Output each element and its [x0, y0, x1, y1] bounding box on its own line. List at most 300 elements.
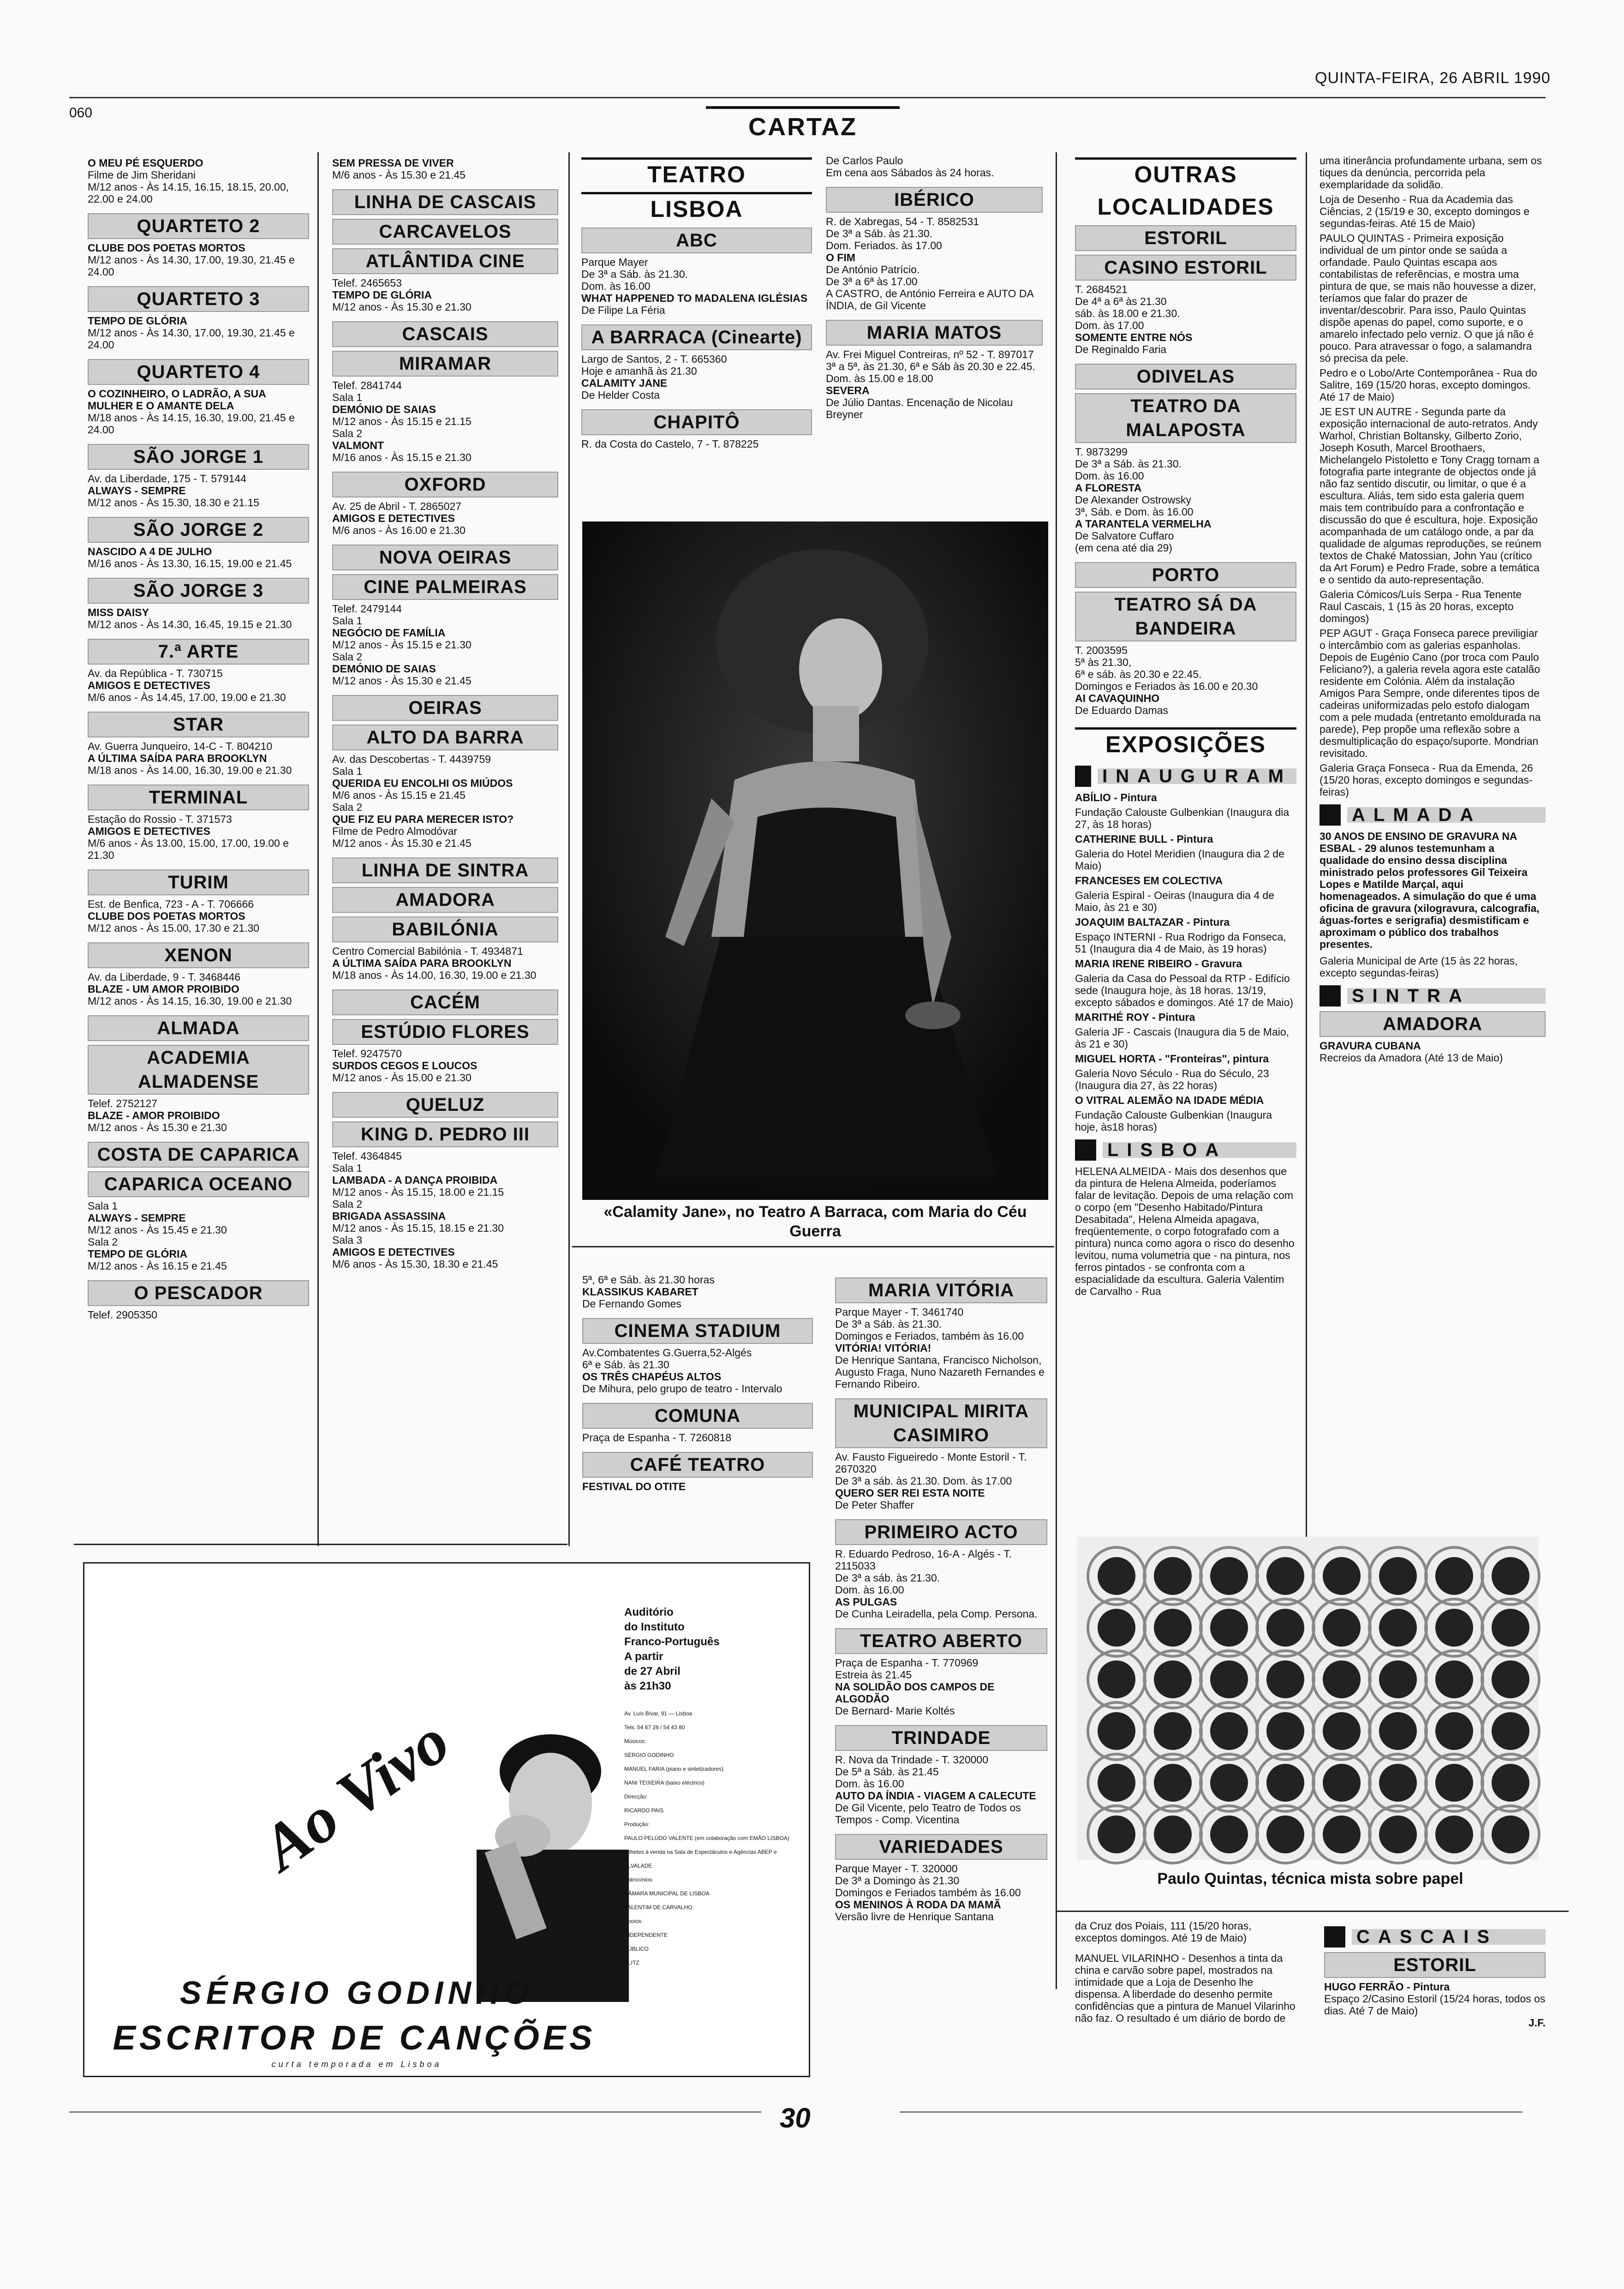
venue-heading: QUELUZ — [332, 1092, 558, 1118]
listing-line: Dom. às 16.00 — [835, 1584, 904, 1596]
venue-heading: COSTA DE CAPARICA — [88, 1142, 309, 1168]
artist-name: SÉRGIO GODINHO — [179, 1975, 534, 2011]
listing-line: WHAT HAPPENED TO MADALENA IGLÉSIAS — [581, 292, 808, 304]
listing-line: FESTIVAL DO OTITE — [582, 1480, 686, 1492]
top-rule — [69, 97, 1546, 98]
painting-dot — [1323, 1712, 1361, 1750]
square-bullet-icon — [1075, 1139, 1096, 1161]
listing-line: Telef. 2479144 — [332, 603, 402, 615]
exhibition-entry: Fundação Calouste Gulbenkian (Inaugura hoje, às18 horas) — [1075, 1109, 1272, 1133]
listing-line: Dom. às 16.00 — [835, 1778, 904, 1790]
listing-line: Domingos e Feriados, também às 16.00 — [835, 1330, 1024, 1342]
venue-heading: ALMADA — [88, 1015, 309, 1041]
listing-line: VALMONT — [332, 439, 384, 451]
calamity-jane-photo — [582, 521, 1048, 1200]
ad-line: NANI TEIXEIRA (baixo eléctrico) — [624, 1780, 705, 1786]
inauguram-header: INAUGURAM — [1075, 766, 1296, 787]
listing-line: M/12 anos - Às 15.30 e 21.45 — [332, 837, 472, 849]
exhibition-entry: uma itinerância profundamente urbana, sem os tiques da denúncia, percorrida pela exemplaridade da solidão. — [1320, 155, 1542, 191]
venue-heading: ODIVELAS — [1075, 364, 1296, 389]
venue-heading: CARCAVELOS — [332, 219, 558, 245]
exhibition-entry: Fundação Calouste Gulbenkian (Inaugura dia 27, às 18 horas) — [1075, 806, 1290, 830]
listing-line: 6ª e sáb. às 20.30 e 22.45. — [1075, 668, 1202, 680]
section-title: CARTAZ — [748, 113, 857, 141]
listing-line: Telef. 2905350 — [88, 1309, 157, 1321]
painting-dot — [1098, 1764, 1135, 1802]
teatro-column-3 — [582, 1274, 813, 1501]
listing-line: M/6 anos - Às 13.00, 15.00, 17.00, 19.00 e 21.30 — [88, 837, 289, 861]
listing-line: M/18 anos - Às 14.00, 16.30, 19.00 e 21.30 — [332, 969, 537, 981]
listing-line: Telef. 4364845 — [332, 1150, 402, 1162]
listing-line: De António Patrício. — [826, 264, 920, 276]
listing-line: Av. da Liberdade, 9 - T. 3468446 — [88, 971, 241, 983]
painting-dot — [1435, 1764, 1473, 1802]
listing-line: TEMPO DE GLÓRIA — [88, 315, 187, 327]
painting-dot — [1266, 1712, 1304, 1750]
exhibition-entry: ABÍLIO - Pintura — [1075, 791, 1157, 803]
venue-heading: ABC — [581, 228, 812, 253]
listing-line: M/6 anos - Às 15.30 e 21.45 — [332, 169, 466, 181]
ad-line: PAULO PELÚDO VALENTE (em colaboração com EMÃO LISBOA) — [624, 1835, 789, 1841]
painting-dot — [1379, 1609, 1417, 1647]
venue-heading: PORTO — [1075, 562, 1296, 588]
painting-dot — [1435, 1660, 1473, 1698]
ad-subtitle: curta temporada em Lisboa — [271, 2060, 442, 2069]
listing-line: Av. Fausto Figueiredo - Monte Estoril - T. 2670320 — [835, 1451, 1027, 1475]
listing-line: Av. Guerra Junqueiro, 14-C - T. 804210 — [88, 740, 273, 752]
listing-line: Sala 1 — [332, 765, 363, 777]
painting-dot — [1379, 1764, 1417, 1802]
listing-line: TEMPO DE GLÓRIA — [88, 1248, 187, 1260]
listing-entry — [835, 1451, 1047, 1511]
listing-line: Dom. Feriados. às 17.00 — [826, 240, 942, 252]
painting-dot — [1266, 1609, 1304, 1647]
listing-line: A ÚLTIMA SAÍDA PARA BROOKLYN — [332, 957, 512, 969]
listing-line: VITÓRIA! VITÓRIA! — [835, 1342, 931, 1354]
listing-line: Av.Combatentes G.Guerra,52-Algés — [582, 1347, 752, 1359]
listing-entry — [581, 353, 812, 401]
listing-line: NA SOLIDÃO DOS CAMPOS DE ALGODÃO — [835, 1681, 995, 1705]
exhibition-entry: JOAQUIM BALTAZAR - Pintura — [1075, 916, 1230, 928]
listing-line: Av. da Liberdade, 175 - T. 579144 — [88, 473, 246, 485]
listing-line: (em cena até dia 29) — [1075, 542, 1172, 554]
venue-heading: ESTÚDIO FLORES — [332, 1019, 558, 1045]
painting-dot — [1379, 1660, 1417, 1698]
painting-dot — [1210, 1712, 1248, 1750]
venue-heading: TERMINAL — [88, 785, 309, 810]
listing-entry — [1075, 644, 1296, 716]
listing-line: Sala 2 — [332, 1198, 363, 1210]
venue-heading: MARIA VITÓRIA — [835, 1277, 1047, 1303]
listing-line: OS MENINOS À RODA DA MAMÃ — [835, 1899, 1001, 1911]
painting-caption: Paulo Quintas, técnica mista sobre papel — [1157, 1870, 1463, 1888]
listing-entry — [835, 1548, 1047, 1620]
row-rule — [1057, 1911, 1569, 1912]
painting-dot — [1323, 1764, 1361, 1802]
venue-heading: QUARTETO 3 — [88, 286, 309, 312]
listing-line: M/12 anos - Às 15.45 e 21.30 — [88, 1224, 227, 1236]
listing-line: M/18 anos - Às 14.00, 16.30, 19.00 e 21.30 — [88, 764, 292, 776]
listing-line: De 3ª a Sáb. às 21.30. — [826, 228, 932, 240]
listing-line: 6ª e Sáb. às 21.30 — [582, 1359, 669, 1371]
venue-heading: LINHA DE CASCAIS — [332, 189, 558, 215]
outras-localidades-block — [1075, 155, 1296, 1297]
cascais-text: HUGO FERRÃO - Pintura — [1324, 1981, 1450, 1993]
listing-line: Dom. às 17.00 — [1075, 319, 1144, 331]
painting-dot — [1435, 1557, 1473, 1595]
listing-line: LAMBADA - A DANÇA PROIBIDA — [332, 1174, 498, 1186]
listing-line: DEMÓNIO DE SAIAS — [332, 663, 436, 675]
listing-line: Dom. às 16.00 — [1075, 470, 1144, 482]
listing-line: Sala 2 — [332, 651, 363, 663]
listing-entry — [582, 1274, 813, 1310]
listing-line: BLAZE - AMOR PROIBIDO — [88, 1109, 220, 1121]
listing-line: M/6 anos - Às 15.15 e 21.45 — [332, 789, 466, 801]
ad-line: SÉRGIO GODINHO — [624, 1752, 674, 1758]
page-number: 060 — [69, 105, 93, 120]
ad-venue — [624, 1605, 800, 1694]
teatro-column-4 — [835, 1274, 1047, 1931]
listing-line: AI CAVAQUINHO — [1075, 692, 1160, 704]
listing-line: Est. de Benfica, 723 - A - T. 706666 — [88, 898, 254, 910]
ao-vivo-title: Ao Vivo — [249, 1705, 462, 1884]
listing-entry — [88, 242, 309, 278]
listing-entry — [88, 1200, 309, 1272]
listing-line: M/12 anos - Às 15.30, 18.30 e 21.15 — [88, 497, 260, 509]
ad-line: do Instituto — [624, 1621, 685, 1633]
exhibition-entry: CATHERINE BULL - Pintura — [1075, 833, 1213, 845]
listing-line: Filme de Jim Sheridani — [88, 169, 196, 181]
exhibition-entry: Galeria Espiral - Oeiras (Inaugura dia 4 de Maio, às 21 e 30) — [1075, 889, 1275, 913]
listing-line: Telef. 2465653 — [332, 277, 402, 289]
listing-entry — [88, 898, 309, 934]
ad-line: Bilhetes à venda na Sala de Espectáculos e Agências ABEP e ALVALADE — [624, 1849, 777, 1869]
listing-line: NEGÓCIO DE FAMÍLIA — [332, 627, 446, 639]
listing-line: Av. 25 de Abril - T. 2865027 — [332, 500, 462, 512]
painting-dot — [1154, 1660, 1192, 1698]
listing-line: T. 2003595 — [1075, 644, 1128, 656]
venue-heading: XENON — [88, 942, 309, 968]
listing-line: R. de Xabregas, 54 - T. 8582531 — [826, 216, 979, 228]
venue-heading: CHAPITÔ — [581, 409, 812, 435]
cascais-venue: Espaço 2/Casino Estoril (15/24 horas, todos os dias. Até 7 de Maio) — [1324, 1993, 1546, 2017]
lisboa-heading: LISBOA — [581, 192, 812, 224]
listing-line: Centro Comercial Babilónia - T. 4934871 — [332, 945, 523, 957]
listing-entry — [88, 1097, 309, 1133]
listing-line: M/12 anos - Às 15.00, 17.30 e 21.30 — [88, 922, 260, 934]
listing-line: Largo de Santos, 2 - T. 665360 — [581, 353, 727, 365]
listing-line: Domingos e Feriados também às 16.00 — [835, 1887, 1021, 1899]
ad-tagline: ESCRITOR DE CANÇÕES — [113, 2019, 596, 2057]
listing-line: BLAZE - UM AMOR PROIBIDO — [88, 983, 239, 995]
listing-line: M/12 anos - Às 14.15, 16.15, 18.15, 20.00, 22.00 e 24.00 — [88, 181, 289, 205]
listing-line: Sala 1 — [88, 1200, 118, 1212]
listing-line: De Henrique Santana, Francisco Nicholson, Augusto Fraga, Nuno Nazareth Fernandes e Fernando Ribeiro. — [835, 1354, 1045, 1390]
listing-line: M/16 anos - Às 13.30, 16.15, 19.00 e 21.45 — [88, 557, 292, 569]
listing-line: De 4ª a 6ª às 21.30 — [1075, 295, 1167, 307]
venue-heading: LINHA DE SINTRA — [332, 857, 558, 883]
listing-entry — [88, 667, 309, 703]
exhibition-entry: Galeria da Casa do Pessoal da RTP - Edifício sede (Inaugura hoje, às 18 horas. 13/19, excepto sábados e domingos. Até 17 de Maio) — [1075, 972, 1294, 1008]
listing-line: SOMENTE ENTRE NÓS — [1075, 331, 1193, 343]
ad-line: BLITZ — [624, 1959, 639, 1966]
listing-line: De Gil Vicente, pelo Teatro de Todos os Tempos - Comp. Vicentina — [835, 1802, 1021, 1826]
vilarinho-review — [1075, 1920, 1296, 2032]
listing-line: De 3ª a sáb. às 21.30. — [835, 1572, 940, 1584]
listing-line: Av. Frei Miguel Contreiras, nº 52 - T. 897017 — [826, 348, 1034, 360]
ad-line: Franco-Português — [624, 1636, 720, 1648]
listing-line: SURDOS CEGOS E LOUCOS — [332, 1060, 478, 1072]
exhibition-entry: Galeria JF - Cascais (Inaugura dia 5 de Maio, às 21 e 30) — [1075, 1026, 1290, 1050]
listing-line: M/12 anos - Às 15.15, 18.15 e 21.30 — [332, 1222, 504, 1234]
listing-line: Domingos e Feriados às 16.00 e 20.30 — [1075, 680, 1258, 692]
painting-dot — [1266, 1816, 1304, 1853]
listing-line: De 3ª a Sáb. às 21.30. — [1075, 458, 1182, 470]
exhibition-entry: O VITRAL ALEMÃO NA IDADE MÉDIA — [1075, 1094, 1264, 1106]
ad-line: Auditório — [624, 1606, 674, 1618]
venue-heading: STAR — [88, 712, 309, 737]
venue-heading: CINE PALMEIRAS — [332, 574, 558, 600]
listing-line: BRIGADA ASSASSINA — [332, 1210, 446, 1222]
listing-line: O COZINHEIRO, O LADRÃO, A SUA MULHER E O AMANTE DELA — [88, 388, 266, 412]
venue-heading: 7.ª ARTE — [88, 639, 309, 665]
issue-date: QUINTA-FEIRA, 26 ABRIL 1990 — [1315, 69, 1551, 87]
venue-heading: ACADEMIA ALMADENSE — [88, 1045, 309, 1095]
ad-line: Av. Luís Bívar, 91 — Lisboa — [624, 1710, 692, 1717]
exhibition-entry: Galeria Graça Fonseca - Rua da Emenda, 26 (15/20 horas, excepto domingos e segundas-feiras) — [1320, 762, 1533, 798]
lisboa-expo-text: HELENA ALMEIDA - Mais dos desenhos que da pintura de Helena Almeida, poderíamos falar de levitação. Depois de uma relação com o corpo (em "Desenho Habitado/Pintura Desabitada", Helena Almeida apagava, freqüentemente, o corpo fotografado com a pintura) nunca como agora o risco do desenho levitou, numa volumetria que - na pintura, nos ferros pintados - se confronta com a espacialidade da escultura. Galeria Valentim de Carvalho - Rua — [1075, 1165, 1295, 1297]
listing-line: QUERIDA EU ENCOLHI OS MIÚDOS — [332, 777, 513, 789]
painting-dot — [1323, 1609, 1361, 1647]
listing-line: Sala 1 — [332, 615, 363, 627]
listing-entry — [826, 348, 1043, 420]
listing-line: Telef. 2752127 — [88, 1097, 157, 1109]
listing-entry — [88, 1309, 309, 1321]
painting-dot — [1266, 1660, 1304, 1698]
painting-dot — [1210, 1764, 1248, 1802]
listing-line: AMIGOS E DETECTIVES — [88, 825, 210, 837]
venue-heading: IBÉRICO — [826, 187, 1043, 213]
venue-heading: QUARTETO 2 — [88, 213, 309, 239]
listing-line: CALAMITY JANE — [581, 377, 668, 389]
cinema-column-2 — [332, 157, 558, 1278]
ad-line: Tels. 54 67 28 / 54 43 80 — [624, 1724, 685, 1731]
painting-dot — [1492, 1557, 1529, 1595]
listing-entry — [88, 606, 309, 630]
listing-entry — [1075, 446, 1296, 554]
listing-line: Dom. às 16.00 — [581, 280, 651, 292]
painting-dot — [1154, 1764, 1192, 1802]
listing-line: T. 2684521 — [1075, 283, 1128, 295]
listing-line: Parque Mayer — [581, 256, 648, 268]
ad-line: Produção: — [624, 1821, 650, 1828]
listing-line: De 3ª a Domingo às 21.30 — [835, 1875, 960, 1887]
column-rule — [1056, 152, 1057, 1989]
amadora-bar: AMADORA — [1320, 1011, 1546, 1037]
listing-line: A TARANTELA VERMELHA — [1075, 518, 1212, 530]
listing-line: Versão livre de Henrique Santana — [835, 1911, 994, 1923]
venue-heading: ATLÂNTIDA CINE — [332, 248, 558, 274]
listing-line: OS TRÊS CHAPÉUS ALTOS — [582, 1371, 722, 1383]
ad-line: de 27 Abril — [624, 1665, 681, 1678]
listing-line: AMIGOS E DETECTIVES — [332, 1246, 455, 1258]
square-bullet-icon — [1320, 804, 1341, 826]
listing-line: T. 9873299 — [1075, 446, 1128, 458]
listing-line: De Mihura, pelo grupo de teatro - Intervalo — [582, 1383, 782, 1395]
venue-heading: OEIRAS — [332, 695, 558, 721]
listing-entry — [835, 1863, 1047, 1923]
listing-entry — [581, 438, 812, 450]
venue-heading: VARIEDADES — [835, 1834, 1047, 1860]
listing-line: NASCIDO A 4 DE JULHO — [88, 545, 212, 557]
listing-line: AS PULGAS — [835, 1596, 897, 1608]
listing-line: 5ª às 21.30, — [1075, 656, 1132, 668]
listing-line: CLUBE DOS POETAS MORTOS — [88, 242, 245, 254]
listing-line: De Filipe La Féria — [581, 304, 665, 316]
lisboa-expo-header: LISBOA — [1075, 1139, 1296, 1161]
listing-line: Em cena aos Sábados às 24 horas. — [826, 167, 994, 179]
venue-heading: O PESCADOR — [88, 1280, 309, 1306]
listing-line: Parque Mayer - T. 3461740 — [835, 1306, 964, 1318]
listing-line: Parque Mayer - T. 320000 — [835, 1863, 958, 1875]
listing-entry — [826, 216, 1043, 312]
square-bullet-icon — [1320, 985, 1341, 1007]
listing-line: De Helder Costa — [581, 389, 660, 401]
listing-line: SEM PRESSA DE VIVER — [332, 157, 454, 169]
listing-line: De Reginaldo Faria — [1075, 343, 1167, 355]
venue-heading: ALTO DA BARRA — [332, 725, 558, 750]
paulo-quintas-painting — [1077, 1537, 1539, 1860]
listing-entry — [835, 1306, 1047, 1390]
listing-line: Filme de Pedro Almodóvar — [332, 825, 458, 837]
exhibition-entry: FRANCESES EM COLECTIVA — [1075, 875, 1223, 887]
ad-line: às 21h30 — [624, 1680, 671, 1692]
listing-entry — [582, 1480, 813, 1492]
listing-line: M/12 anos - Às 15.30 e 21.45 — [332, 675, 472, 687]
listing-line: De Fernando Gomes — [582, 1298, 681, 1310]
listing-entry — [88, 545, 309, 569]
listing-line: De 3ª a Sáb. às 21.30. — [581, 268, 688, 280]
listing-line: AMIGOS E DETECTIVES — [88, 679, 210, 691]
ad-line: Direcção: — [624, 1793, 648, 1800]
painting-dot — [1154, 1557, 1192, 1595]
painting-dot — [1098, 1816, 1135, 1853]
listing-line: M/12 anos - Às 14.30, 17.00, 19.30, 21.45 e 24.00 — [88, 327, 295, 351]
column-rule — [317, 152, 319, 1546]
painting-dot — [1098, 1557, 1135, 1595]
row-rule — [572, 1246, 1054, 1247]
performer-figure — [582, 521, 1048, 1200]
estoril-bar: ESTORIL — [1324, 1952, 1546, 1978]
almada-venue: Galeria Municipal de Arte (15 às 22 horas, excepto segundas-feiras) — [1320, 955, 1518, 979]
listing-line: M/18 anos - Às 14.15, 16.30, 19.00, 21.45 e 24.00 — [88, 412, 295, 436]
ad-line: INDEPENDENTE — [624, 1932, 668, 1938]
bottom-text-1: da Cruz dos Poiais, 111 (15/20 horas, exceptos domingos. Até 19 de Maio) — [1075, 1920, 1252, 1944]
venue-heading: MIRAMAR — [332, 351, 558, 377]
venue-heading: OXFORD — [332, 472, 558, 497]
painting-dot — [1492, 1764, 1529, 1802]
listing-line: M/12 anos - Às 15.15 e 21.15 — [332, 415, 472, 427]
listing-entry — [332, 379, 558, 463]
listing-line: A FLORESTA — [1075, 482, 1142, 494]
exhibition-entry: MARITHÉ ROY - Pintura — [1075, 1011, 1195, 1023]
listing-line: De Bernard- Marie Koltés — [835, 1705, 955, 1717]
listing-entry — [582, 1432, 813, 1444]
localidades-heading: LOCALIDADES — [1097, 194, 1274, 220]
painting-dot — [1098, 1609, 1135, 1647]
listing-line: R. Nova da Trindade - T. 320000 — [835, 1754, 989, 1766]
almada-text: 30 ANOS DE ENSINO DE GRAVURA NA ESBAL - 29 alunos testemunham a qualidade do ensino dessa disciplina ministrado pelos professores Gil Teixeira Lopes e Matilde Marçal, aqui homenageados. A simulação do que é uma oficina de gravura (xilogravura, calcografia, águas-fortes e serigrafia) desmistificam e aproximam o público dos trabalhos presentes. — [1320, 830, 1540, 950]
exhibition-entry: Loja de Desenho - Rua da Academia das Ciências, 2 (15/19 e 30, excepto domingos e segundas-feiras. Até 15 de Maio) — [1320, 193, 1530, 229]
painting-dot — [1492, 1816, 1529, 1853]
bottom-text-2: MANUEL VILARINHO - Desenhos a tinta da china e carvão sobre papel, mostrados na intimidade que a Loja de Desenho lhe dispensa. A liberdade do desenho permite confidências que a pintura de Manuel Vilarinho não faz. O resultado é um diário de bordo de — [1075, 1952, 1296, 2024]
listing-line: Sala 2 — [88, 1236, 118, 1248]
listing-line: M/12 anos - Às 14.30, 17.00, 19.30, 21.45 e 24.00 — [88, 254, 295, 278]
venue-heading: SÃO JORGE 1 — [88, 444, 309, 470]
venue-heading: QUARTETO 4 — [88, 359, 309, 385]
listing-line: O FIM — [826, 252, 855, 264]
listing-line: De Eduardo Damas — [1075, 704, 1168, 716]
exposicoes-heading: EXPOSIÇÕES — [1075, 727, 1296, 759]
exhibition-entry: Galeria Novo Século - Rua do Século, 23 (Inaugura dia 27, às 22 horas) — [1075, 1067, 1269, 1091]
exhibition-entry: Espaço INTERNI - Rua Rodrigo da Fonseca, 51 (Inaugura dia 4 de Maio, às 19 horas) — [1075, 931, 1286, 955]
listing-entry — [826, 155, 1043, 179]
painting-dot — [1435, 1712, 1473, 1750]
almada-header: ALMADA — [1320, 804, 1546, 826]
listing-line: Estação do Rossio - T. 371573 — [88, 813, 232, 825]
teatro-heading: TEATRO — [581, 157, 812, 189]
listing-line: M/12 anos - Às 14.15, 16.30, 19.00 e 21.30 — [88, 995, 292, 1007]
listing-entry — [835, 1754, 1047, 1826]
listing-line: QUERO SER REI ESTA NOITE — [835, 1487, 985, 1499]
listing-line: Sala 2 — [332, 801, 363, 813]
listing-line: De Peter Shaffer — [835, 1499, 914, 1511]
listing-line: A CASTRO, de António Ferreira e AUTO DA ÍNDIA, de Gil Vicente — [826, 288, 1033, 312]
venue-heading: AMADORA — [332, 887, 558, 913]
listing-line: O MEU PÉ ESQUERDO — [88, 157, 203, 169]
signature-initials: J.F. — [1528, 2017, 1546, 2029]
venue-heading: SÃO JORGE 2 — [88, 517, 309, 543]
ad-line: Patrocínios: — [624, 1876, 654, 1883]
outras-heading: OUTRAS — [1075, 157, 1296, 189]
painting-dot — [1210, 1557, 1248, 1595]
listing-line: Sala 1 — [332, 1162, 363, 1174]
painting-dot — [1435, 1816, 1473, 1853]
teatro-column-2 — [826, 155, 1043, 429]
listing-line: QUE FIZ EU PARA MERECER ISTO? — [332, 813, 514, 825]
venue-heading: TURIM — [88, 869, 309, 895]
cinema-column-1 — [88, 157, 309, 1329]
listing-entry — [332, 1048, 558, 1084]
ad-line: RICARDO PAIS — [624, 1807, 664, 1814]
venue-heading: TEATRO SÁ DA BANDEIRA — [1075, 592, 1296, 641]
venue-heading: A BARRACA (Cinearte) — [581, 324, 812, 350]
painting-dot — [1098, 1712, 1135, 1750]
exhibition-reviews — [1320, 155, 1546, 1064]
listing-line: ALWAYS - SEMPRE — [88, 1212, 186, 1224]
listing-line: M/12 anos - Às 14.30, 16.45, 19.15 e 21.30 — [88, 618, 292, 630]
listing-line: M/12 anos - Às 15.00 e 21.30 — [332, 1072, 472, 1084]
painting-dot — [1379, 1712, 1417, 1750]
venue-heading: SÃO JORGE 3 — [88, 578, 309, 604]
listing-line: De 5ª a Sáb. às 21.45 — [835, 1766, 939, 1778]
venue-heading: TRINDADE — [835, 1725, 1047, 1751]
listing-line: sáb. às 18.00 e 21.30. — [1075, 307, 1180, 319]
venue-heading: KING D. PEDRO III — [332, 1121, 558, 1147]
venue-heading: MARIA MATOS — [826, 320, 1043, 346]
listing-line: De 3ª a sáb. às 21.30. Dom. às 17.00 — [835, 1475, 1012, 1487]
column-rule — [1306, 152, 1307, 1537]
